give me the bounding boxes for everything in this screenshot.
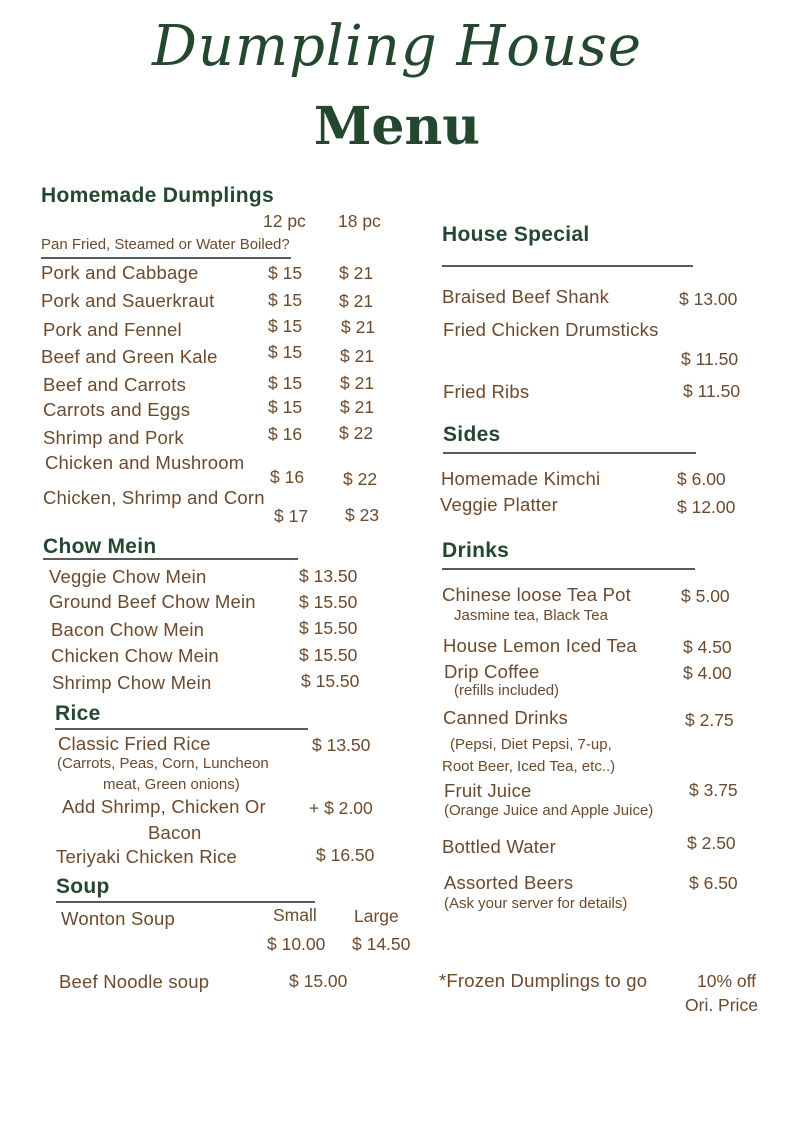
chow-mein-price: $ 15.50 <box>299 618 358 638</box>
rice-addon-name: Bacon <box>148 822 202 843</box>
dumpling-price-12: $ 16 <box>268 424 303 444</box>
side-price: $ 12.00 <box>677 497 736 517</box>
section-divider <box>442 265 693 267</box>
chow-mein-price: $ 15.50 <box>299 645 358 665</box>
section-divider <box>56 901 315 903</box>
drink-name: Assorted Beers <box>444 872 574 893</box>
dumpling-name: Shrimp and Pork <box>43 427 184 448</box>
soup-name: Wonton Soup <box>61 908 175 929</box>
drink-price: $ 2.50 <box>687 833 736 853</box>
frozen-discount: 10% off <box>697 971 757 991</box>
drink-price: $ 6.50 <box>689 873 738 893</box>
section-divider <box>55 728 308 730</box>
side-name: Veggie Platter <box>440 494 558 515</box>
dumpling-price-18: $ 22 <box>339 423 374 443</box>
restaurant-name: Dumpling House <box>152 14 642 79</box>
dumpling-price-18: $ 21 <box>339 291 374 311</box>
dumplings-col-12pc: 12 pc <box>263 211 306 231</box>
drink-price: $ 3.75 <box>689 780 738 800</box>
section-title-house-special: House Special <box>442 223 590 246</box>
special-name: Braised Beef Shank <box>442 286 610 307</box>
drink-note: Root Beer, Iced Tea, etc..) <box>442 758 616 775</box>
special-price: $ 11.50 <box>683 381 741 401</box>
chow-mein-name: Veggie Chow Mein <box>49 566 207 587</box>
frozen-discount-note: Ori. Price <box>685 995 758 1015</box>
drink-note: (Pepsi, Diet Pepsi, 7-up, <box>450 736 612 753</box>
section-divider <box>43 558 298 560</box>
rice-price: $ 13.50 <box>312 735 371 755</box>
soup-size-large: Large <box>354 906 399 926</box>
dumpling-price-18: $ 21 <box>339 263 374 283</box>
drink-name: Canned Drinks <box>443 707 568 728</box>
section-title-rice: Rice <box>55 702 101 725</box>
dumpling-price-18: $ 22 <box>343 469 378 489</box>
dumpling-name: Beef and Green Kale <box>41 346 218 367</box>
special-name: Fried Ribs <box>443 381 530 402</box>
special-price: $ 11.50 <box>681 349 739 369</box>
drink-note: (refills included) <box>454 682 560 699</box>
section-divider <box>41 257 291 259</box>
chow-mein-name: Bacon Chow Mein <box>51 619 205 640</box>
dumpling-name: Pork and Fennel <box>43 319 182 340</box>
chow-mein-price: $ 15.50 <box>301 671 360 691</box>
section-title-chow-mein: Chow Mein <box>43 535 157 558</box>
rice-name: Classic Fried Rice <box>58 733 211 754</box>
section-divider <box>443 452 696 454</box>
dumpling-name: Carrots and Eggs <box>43 399 191 420</box>
drink-name: House Lemon Iced Tea <box>443 635 637 656</box>
special-name: Fried Chicken Drumsticks <box>443 319 659 340</box>
chow-mein-name: Shrimp Chow Mein <box>52 672 212 693</box>
dumpling-name: Pork and Cabbage <box>41 262 199 283</box>
side-name: Homemade Kimchi <box>441 468 601 489</box>
section-title-drinks: Drinks <box>442 539 510 562</box>
chow-mein-price: $ 15.50 <box>299 592 358 612</box>
dumplings-col-18pc: 18 pc <box>338 211 381 231</box>
drink-name: Fruit Juice <box>444 780 532 801</box>
dumpling-name: Beef and Carrots <box>43 374 187 395</box>
drink-price: $ 4.00 <box>683 663 732 683</box>
dumpling-price-12: $ 15 <box>268 373 303 393</box>
soup-price-large: $ 14.50 <box>352 934 411 954</box>
drink-name: Chinese loose Tea Pot <box>442 584 631 605</box>
dumpling-name: Chicken and Mushroom <box>45 452 245 473</box>
drink-name: Bottled Water <box>442 836 556 857</box>
dumpling-price-12: $ 15 <box>268 342 303 362</box>
chow-mein-name: Ground Beef Chow Mein <box>49 591 256 612</box>
dumpling-price-18: $ 21 <box>340 346 375 366</box>
drink-note: Jasmine tea, Black Tea <box>454 607 608 624</box>
rice-note: meat, Green onions) <box>103 776 240 793</box>
dumpling-name: Pork and Sauerkraut <box>41 290 215 311</box>
side-price: $ 6.00 <box>677 469 726 489</box>
drink-note: (Ask your server for details) <box>444 895 628 912</box>
section-title-dumplings: Homemade Dumplings <box>41 184 274 207</box>
drink-note: (Orange Juice and Apple Juice) <box>444 802 654 819</box>
dumpling-price-12: $ 15 <box>268 397 303 417</box>
dumpling-price-12: $ 15 <box>268 316 303 336</box>
rice-name: Teriyaki Chicken Rice <box>56 846 238 867</box>
soup-size-small: Small <box>273 905 317 925</box>
chow-mein-name: Chicken Chow Mein <box>51 645 219 666</box>
dumpling-price-18: $ 21 <box>340 373 375 393</box>
frozen-dumplings-offer: *Frozen Dumplings to go <box>439 970 648 991</box>
section-divider <box>442 568 695 570</box>
drink-price: $ 2.75 <box>685 710 734 730</box>
dumpling-price-18: $ 21 <box>340 397 375 417</box>
special-price: $ 13.00 <box>679 289 738 309</box>
dumpling-price-18: $ 23 <box>345 505 380 525</box>
dumplings-subtitle: Pan Fried, Steamed or Water Boiled? <box>41 236 290 253</box>
page-title: Menu <box>313 96 481 157</box>
dumpling-price-18: $ 21 <box>341 317 376 337</box>
rice-note: (Carrots, Peas, Corn, Luncheon <box>57 755 269 772</box>
soup-price: $ 15.00 <box>289 971 348 991</box>
rice-price: $ 16.50 <box>316 845 375 865</box>
soup-name: Beef Noodle soup <box>59 971 210 992</box>
soup-price-small: $ 10.00 <box>267 934 326 954</box>
dumpling-price-12: $ 15 <box>268 290 303 310</box>
rice-addon-price: + $ 2.00 <box>309 798 373 818</box>
drink-name: Drip Coffee <box>444 661 540 682</box>
dumpling-name: Chicken, Shrimp and Corn <box>43 487 265 508</box>
dumpling-price-12: $ 15 <box>268 263 303 283</box>
rice-addon-name: Add Shrimp, Chicken Or <box>62 796 266 817</box>
section-title-sides: Sides <box>443 423 501 446</box>
drink-price: $ 4.50 <box>683 637 732 657</box>
dumpling-price-12: $ 16 <box>270 467 305 487</box>
section-title-soup: Soup <box>56 875 110 898</box>
dumpling-price-12: $ 17 <box>274 506 309 526</box>
chow-mein-price: $ 13.50 <box>299 566 358 586</box>
drink-price: $ 5.00 <box>681 586 730 606</box>
